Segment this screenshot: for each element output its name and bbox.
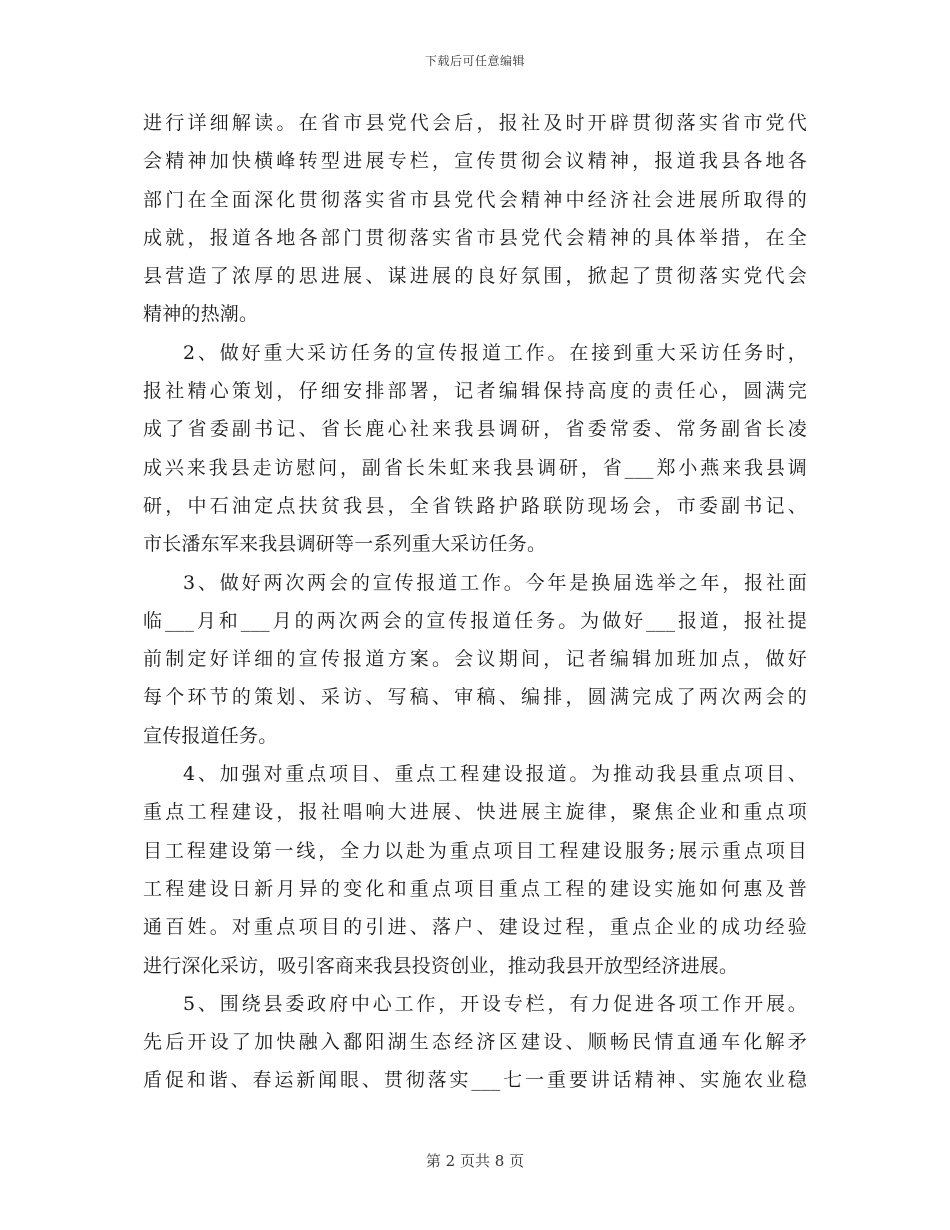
text-line: 目工程建设第一线，全力以赴为重点项目工程建设服务;展示重点项目 [143,839,807,862]
text-line: 3、做好两次两会的宣传报道工作。今年是换届选举之年，报社面 [183,571,807,594]
text-line: 报社精心策划，仔细安排部署，记者编辑保持高度的责任心，圆满完 [143,380,807,403]
text-line: 盾促和谐、春运新闻眼、贯彻落实___七一重要讲话精神、实施农业稳 [143,1069,807,1092]
text-line: 部门在全面深化贯彻落实省市县党代会精神中经济社会进展所取得的 [143,188,807,211]
document-body [143,104,807,1100]
paragraph [143,334,807,564]
text-line: 成兴来我县走访慰问，副省长朱虹来我县调研，省___郑小燕来我县调 [143,456,807,479]
text-line: 工程建设日新月异的变化和重点项目重点工程的建设实施如何惠及普 [143,877,807,900]
text-line: 2、做好重大采访任务的宣传报道工作。在接到重大采访任务时， [183,341,807,364]
paragraph [143,104,807,334]
text-line: 4、加强对重点项目、重点工程建设报道。为推动我县重点项目、 [183,763,807,786]
text-line: 前制定好详细的宣传报道方案。会议期间，记者编辑加班加点，做好 [143,648,807,671]
text-line: 研，中石油定点扶贫我县，全省铁路护路联防现场会，市委副书记、 [143,494,807,517]
text-line: 成就，报道各地各部门贯彻落实省市县党代会精神的具体举措，在全 [143,226,807,249]
text-line: 通百姓。对重点项目的引进、落户、建设过程，重点企业的成功经验 [143,916,807,939]
paragraph [143,564,807,755]
text-line: 先后开设了加快融入鄱阳湖生态经济区建设、顺畅民情直通车化解矛 [143,1031,807,1054]
page-header: 下载后可任意编辑 [424,54,525,68]
text-line: 宣传报道任务。 [143,724,278,747]
paragraph [143,985,807,1100]
text-line: 成了省委副书记、省长鹿心社来我县调研，省委常委、常务副省长凌 [143,418,807,441]
paragraph [143,755,807,985]
text-line: 市长潘东军来我县调研等一系列重大采访任务。 [143,533,547,556]
text-line: 精神的热潮。 [143,303,259,326]
text-line: 进行深化采访，吸引客商来我县投资创业，推动我县开放型经济进展。 [143,954,739,977]
page-footer: 第 2 页共 8 页 [425,1152,525,1170]
text-line: 县营造了浓厚的思进展、谋进展的良好氛围，掀起了贯彻落实党代会 [143,265,807,288]
text-line: 临___月和___月的两次两会的宣传报道任务。为做好___报道，报社提 [143,609,807,632]
text-line: 重点工程建设，报社唱响大进展、快进展主旋律，聚焦企业和重点项 [143,801,807,824]
text-line: 5、围绕县委政府中心工作，开设专栏，有力促进各项工作开展。 [183,992,807,1015]
text-line: 进行详细解读。在省市县党代会后，报社及时开辟贯彻落实省市党代 [143,112,807,134]
text-line: 每个环节的策划、采访、写稿、审稿、编排，圆满完成了两次两会的 [143,686,807,709]
text-line: 会精神加快横峰转型进展专栏，宣传贯彻会议精神，报道我县各地各 [143,150,807,173]
